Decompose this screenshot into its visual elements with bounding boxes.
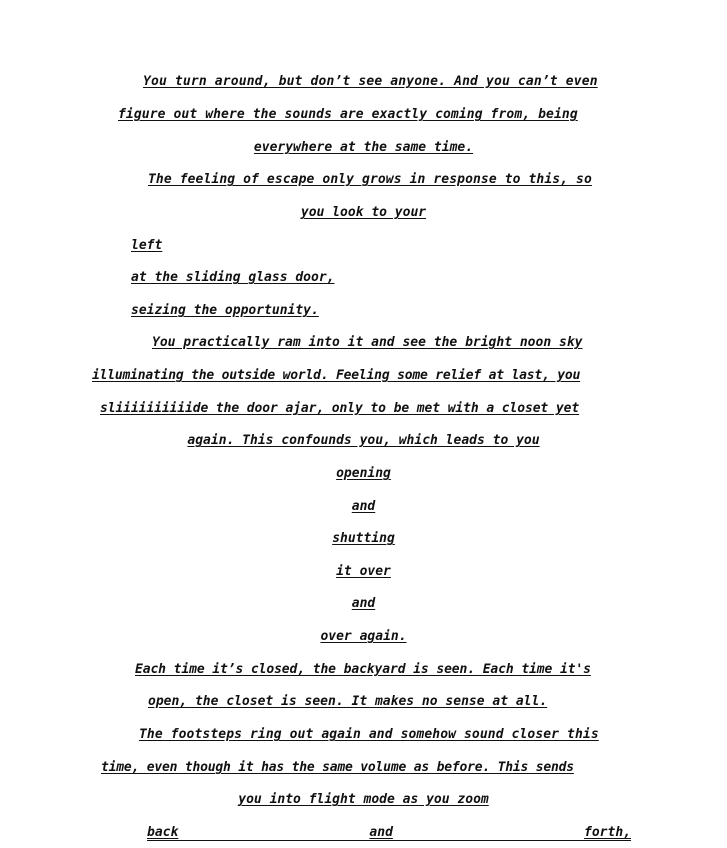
text-line: open, the closet is seen. It makes no sense at all. <box>148 694 548 709</box>
text-line: it over <box>336 564 391 579</box>
text-line: opening <box>336 466 391 481</box>
text-line: left <box>131 238 163 253</box>
text-line: and <box>351 596 376 611</box>
word: back <box>147 825 179 840</box>
text-line: The footsteps ring out again and somehow sound closer this <box>139 727 599 742</box>
text-line: The feeling of escape only grows in response to this, so <box>148 172 592 187</box>
text-line: figure out where the sounds are exactly coming from, being <box>118 107 578 122</box>
text-line: shutting <box>332 531 395 546</box>
text-line: time, even though it has the same volume as before. This sends <box>101 760 574 775</box>
text-line: you look to your <box>300 205 427 220</box>
text-line: You turn around, but don’t see anyone. And you can’t even <box>143 74 598 89</box>
word: forth, <box>584 825 631 840</box>
text-line: everywhere at the same time. <box>253 140 474 155</box>
text-line: Each time it’s closed, the backyard is seen. Each time it's <box>135 662 591 677</box>
text-line: at the sliding glass door, <box>131 270 335 285</box>
word: and <box>369 825 393 840</box>
text-line: illuminating the outside world. Feeling some relief at last, you <box>92 368 581 383</box>
justified-last-line <box>147 825 631 841</box>
text-line: over again. <box>320 629 407 644</box>
text-line: sliiiiiiiiiide the door ajar, only to be met with a closet yet <box>100 401 580 416</box>
text-line: seizing the opportunity. <box>131 303 319 318</box>
text-line: and <box>351 499 376 514</box>
text-line: You practically ram into it and see the bright noon sky <box>152 335 583 350</box>
text-line: again. This confounds you, which leads to you <box>187 433 540 448</box>
text-line: you into flight mode as you zoom <box>238 792 489 807</box>
underline-rule <box>147 840 631 841</box>
